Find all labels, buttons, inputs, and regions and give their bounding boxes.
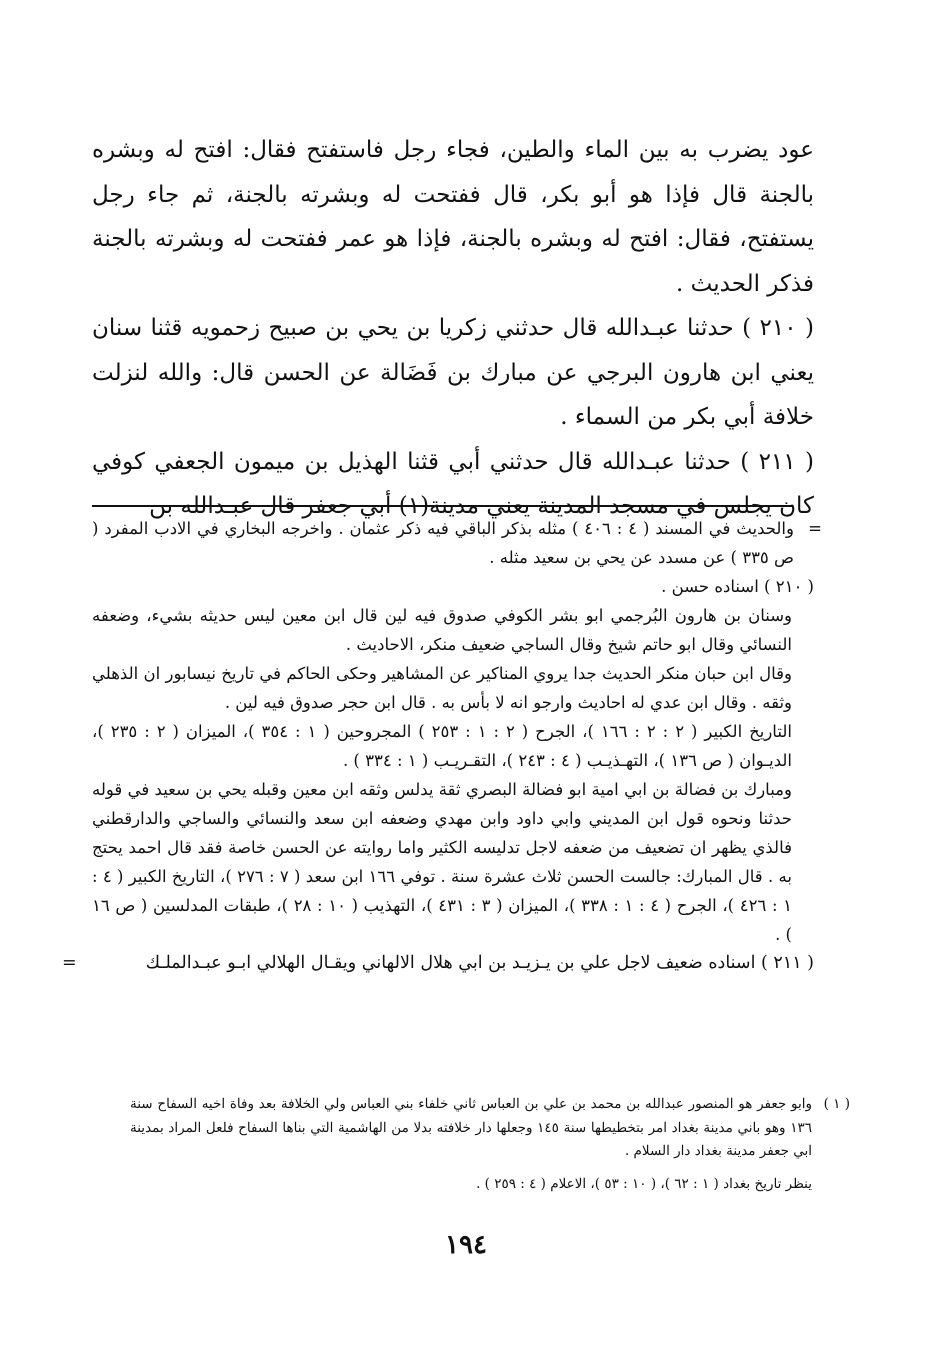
note-continuation-text: والحديث في المسند ( ٤ : ٤٠٦ ) مثله بذكر الباقي فيه ذكر عثمان . واخرجه البخاري في الادب المفرد ( ص ٣٣٥ ) عن مسدد عن يحي بن سعيد مثله .	[92, 519, 794, 567]
note-210-references: التاريخ الكبير ( ٢ : ٢ : ١٦٦ )، الجرح ( ٢ : ١ : ٢٥٣ ) المجروحين ( ١ : ٣٥٤ )، الميزان ( ٢ : ٢٣٥ )، الديـوان ( ص ١٣٦ )، التهـذيـب ( ٤ : ٢٤٣ )، التقـريـب ( ١ : ٣٣٤ ) .	[92, 722, 792, 770]
main-paragraph-211: ( ٢١١ ) حدثنا عبـدالله قال حدثني أبي قثنا الهذيل بن ميمون الجعفي كوفي كان يجلس في مسجد المدينة يعني مدينة(١) أبي جعفر قال عبـدالله بن	[92, 448, 814, 519]
note-210-mubarak: ومبارك بن فضالة بن ابي امية ابو فضالة البصري ثقة يدلس وثقه ابن معين وقبله يحي بن سعيد في قوله حدثنا ونحوه قول ابن المديني وابي داود وابن مهدي وضعفه ابن سعد والنسائي والساجي والدارقطني فالذي يظهر ان تضعيف من ضعفه لاجل تدليسه الكثير واما روايته عن الحسن خاصة فقد قال احمد يحتج به . قال المبارك: جالست الحسن ثلاث عشرة سنة . توفي ١٦٦ ابن سعد ( ٧ : ٢٧٦ )، التاريخ الكبير ( ٤ : ١ : ٤٢٦ )، الجرح ( ٤ : ١ : ٣٣٨ )، الميزان ( ٣ : ٤٣١ )، التهذيب ( ١٠ : ٢٨ )، طبقات المدلسين ( ص ١٦ ) .	[92, 780, 792, 944]
main-text	[92, 128, 814, 529]
note-211-heading-text: ( ٢١١ ) اسناده ضعيف لاجل علي بن يـزيـد بن ابي هلال الالهاني ويقـال الهلالي ابـو عبـدالملـك	[145, 953, 814, 973]
page-number: ١٩٤	[445, 1230, 487, 1260]
footnote-1	[130, 1093, 850, 1196]
note-210-ibn-hibban: وقال ابن حبان منكر الحديث جدا يروي المناكير عن المشاهير وحكى الحاكم في تاريخ نيسابور ان الذهلي وثقه . وقال ابن عدي له احاديث وارجو انه لا بأس به . قال ابن حجر صدوق فيه لين .	[92, 664, 792, 712]
main-paragraph-1: عود يضرب به بين الماء والطين، فجاء رجل فاستفتح فقال: افتح له وبشره بالجنة قال فإذا هو أبو بكر، قال ففتحت له وبشرته بالجنة، ثم جاء رجل يستفتح، فقال: افتح له وبشره بالجنة، فإذا هو عمر ففتحت له وبشرته بالجنة فذكر الحديث .	[92, 137, 814, 297]
note-210-sinan: وسنان بن هارون البُرجمي ابو بشر الكوفي صدوق فيه لين قال ابن معين ليس حديثه بشيء، وضعفه النسائي وقال ابو حاتم شيخ وقال الساجي ضعيف منكر، الاحاديث .	[92, 606, 792, 654]
footnote-text: وابو جعفر هو المنصور عبدالله بن محمد بن علي بن العباس ثاني خلفاء بني العباس ولي الخلافة بعد وفاة اخيه السفاح سنة ١٣٦ وهو باني مدينة بغداد امر بتخطيطها سنة ١٤٥ وجعلها دار خلافته بدلا من الهاشمية التي بناها السفاح فلعل المراد بمدينة ابي جعفر مدينة بغداد دار السلام .	[130, 1096, 812, 1159]
note-211-heading	[62, 949, 814, 978]
note-210-heading: ( ٢١٠ ) اسناده حسن .	[661, 577, 814, 596]
continuation-marker: =	[808, 519, 822, 538]
footnote-source: ينظر تاريخ بغداد ( ١ : ٦٢ )، ( ١٠ : ٥٣ )، الاعلام ( ٤ : ٢٥٩ ) .	[476, 1175, 812, 1192]
note-continuation	[92, 514, 822, 572]
main-paragraph-210: ( ٢١٠ ) حدثنا عبـدالله قال حدثني زكريا بن يحي بن صبيح زحمويه قثنا سنان يعني ابن هارون البرجي عن مبارك بن فَضَالة عن الحسن قال: والله لنزلت خلافة أبي بكر من السماء .	[92, 315, 814, 430]
footnote-marker: ( ١ )	[823, 1096, 850, 1112]
commentary-notes	[62, 514, 822, 978]
continuation-marker-211: =	[62, 953, 77, 973]
footnote-separator-rule	[92, 505, 793, 507]
